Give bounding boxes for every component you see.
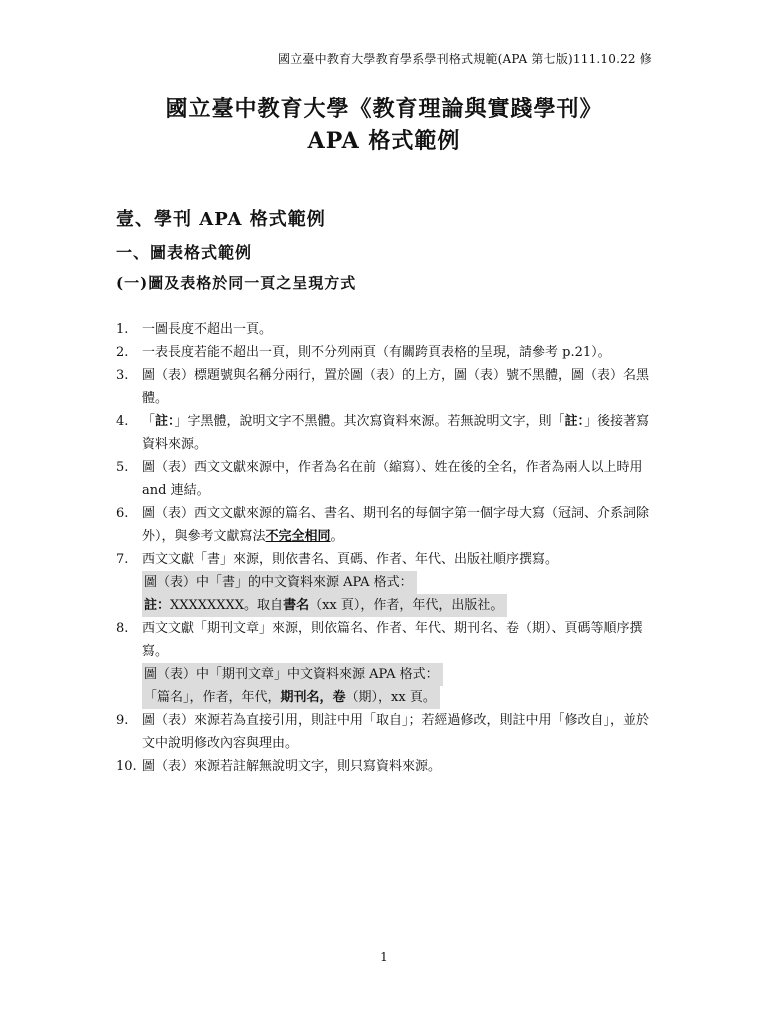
list-text: 圖（表）來源若註解無說明文字，則只寫資料來源。	[142, 759, 442, 774]
subsubsection-heading: (一)圖及表格於同一頁之呈現方式	[116, 274, 357, 292]
page-number: 1	[380, 950, 388, 964]
list-item	[116, 410, 656, 456]
list-text: 圖（表）來源若為直接引用，則註中用「取自」；若經過修改，則註中用「修改自」，並於文中說明修改內容與理由。	[142, 713, 650, 751]
list-number: 9.	[116, 713, 129, 728]
list-item	[116, 318, 656, 341]
list-text: 一圖長度不超出一頁。	[142, 322, 273, 337]
list-item	[116, 502, 656, 548]
list-item	[116, 341, 656, 364]
list-number: 5.	[116, 460, 129, 475]
list-number: 3.	[116, 368, 129, 383]
example-line: 註：XXXXXXXX。取自書名（xx 頁），作者，年代，出版社。	[142, 594, 507, 617]
list-item	[116, 755, 656, 778]
list-number: 7.	[116, 552, 129, 567]
list-item	[116, 617, 656, 709]
list-item	[116, 364, 656, 410]
guideline-list	[116, 318, 656, 778]
list-text: 一表長度若能不超出一頁，則不分列兩頁（有關跨頁表格的呈現，請參考 p.21）。	[142, 345, 611, 360]
list-item	[116, 456, 656, 502]
list-number: 10.	[116, 759, 137, 774]
document-title: 國立臺中教育大學《教育理論與實踐學刊》	[165, 96, 603, 122]
emphasis-text: 不完全相同	[265, 529, 331, 544]
running-header: 國立臺中教育大學教育學系學刊格式規範(APA 第七版)111.10.22 修	[278, 52, 652, 66]
section-heading: 壹、學刊 APA 格式範例	[116, 209, 326, 230]
list-text: 西文文獻「期刊文章」來源，則依篇名、作者、年代、期刊名、卷（期）、頁碼等順序撰寫。	[142, 621, 643, 659]
example-line: 圖（表）中「書」的中文資料來源 APA 格式：	[142, 571, 417, 594]
list-text: 圖（表）西文文獻來源的篇名、書名、期刊名的每個字第一個字母大寫（冠詞、介系詞除外），與參考文獻寫法不完全相同。	[142, 506, 650, 544]
list-item	[116, 709, 656, 755]
example-block	[142, 663, 656, 709]
list-number: 6.	[116, 506, 129, 521]
list-number: 4.	[116, 414, 129, 429]
example-line: 「篇名」，作者，年代，期刊名，卷（期），xx 頁。	[142, 686, 440, 709]
document-subtitle: APA 格式範例	[307, 128, 461, 154]
list-text: 圖（表）標題號與名稱分兩行，置於圖（表）的上方，圖（表）號不黑體，圖（表）名黑體。	[142, 368, 650, 406]
list-text: 「註：」字黑體，說明文字不黑體。其次寫資料來源。若無說明文字，則「註：」後接著寫資料來源。	[142, 414, 650, 452]
example-line: 圖（表）中「期刊文章」中文資料來源 APA 格式：	[142, 663, 443, 686]
list-text: 圖（表）西文文獻來源中，作者為名在前（縮寫）、姓在後的全名，作者為兩人以上時用 and 連結。	[142, 460, 643, 498]
list-number: 1.	[116, 322, 129, 337]
list-item	[116, 548, 656, 617]
list-number: 8.	[116, 621, 129, 636]
list-text: 西文文獻「書」來源，則依書名、頁碼、作者、年代、出版社順序撰寫。	[142, 552, 559, 567]
subsection-heading: 一、圖表格式範例	[116, 243, 253, 262]
example-block	[142, 571, 656, 617]
list-number: 2.	[116, 345, 129, 360]
